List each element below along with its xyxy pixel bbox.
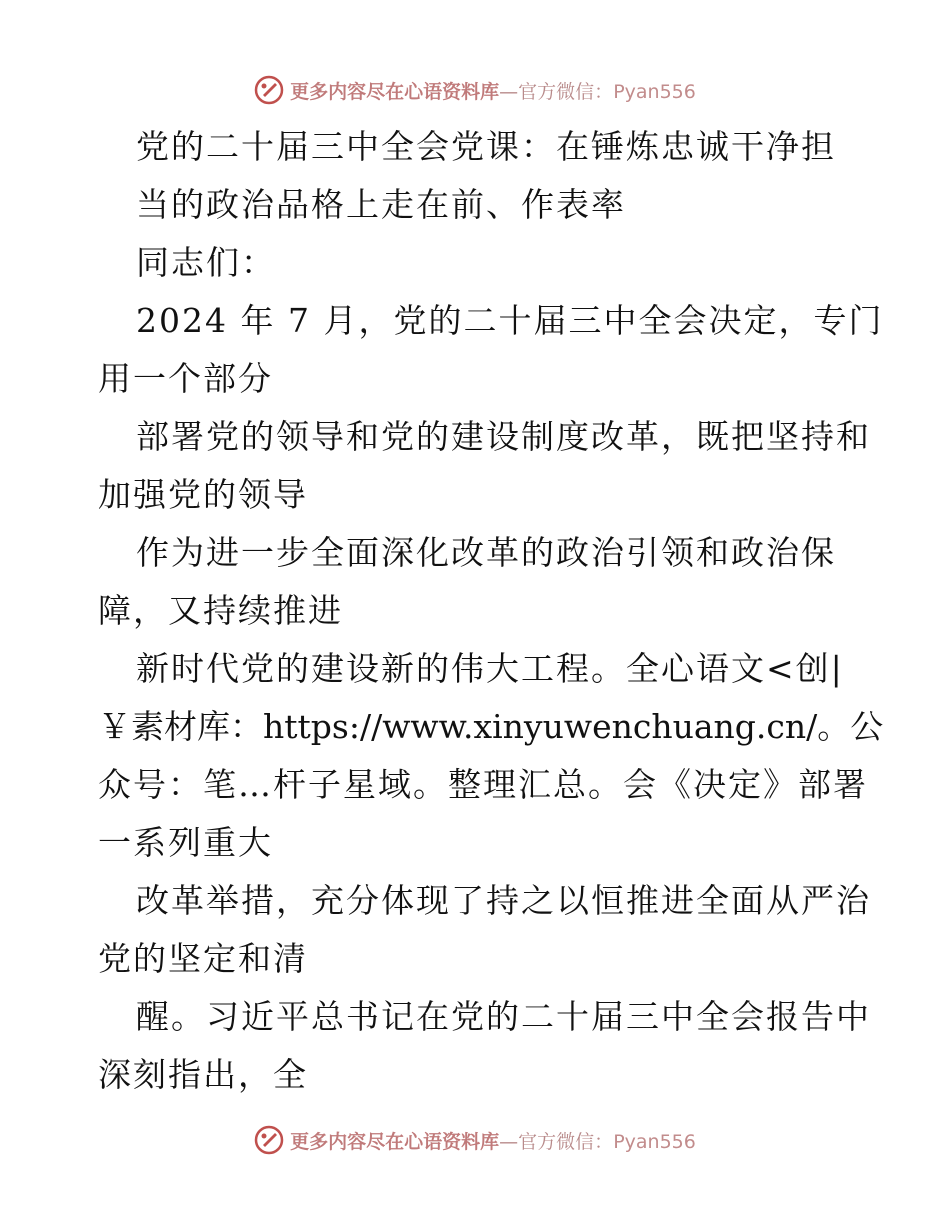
text-line: 醒。习近平总书记在党的二十届三中全会报告中 bbox=[136, 997, 871, 1036]
document-body bbox=[98, 118, 884, 1104]
text-line: 一系列重大 bbox=[98, 823, 273, 862]
text-line: 党的二十届三中全会党课：在锤炼忠诚干净担 bbox=[136, 127, 836, 166]
watermark-text bbox=[290, 77, 696, 104]
text-line: 用一个部分 bbox=[98, 359, 273, 398]
brand-logo-icon bbox=[254, 1125, 284, 1155]
watermark-brand: 更多内容尽在心语资料库 bbox=[290, 1130, 500, 1153]
text-line: 当的政治品格上走在前、作表率 bbox=[136, 185, 626, 224]
text-line: 2024 年 7 月，党的二十届三中全会决定，专门 bbox=[136, 301, 884, 340]
text-line: 党的坚定和清 bbox=[98, 939, 308, 978]
watermark-contact: 官方微信： bbox=[518, 1130, 614, 1153]
watermark-handle: Pyan556 bbox=[613, 80, 696, 103]
text-line: 部署党的领导和党的建设制度改革，既把坚持和 bbox=[136, 417, 871, 456]
text-line: 同志们： bbox=[136, 243, 276, 282]
text-line: 众号：笔…杆子星域。整理汇总。会《决定》部署 bbox=[98, 765, 868, 804]
footer-watermark bbox=[0, 1120, 950, 1160]
header-watermark bbox=[0, 70, 950, 110]
watermark-handle: Pyan556 bbox=[613, 1130, 696, 1153]
text-line: ￥素材库：https://www.xinyuwenchuang.cn/。公 bbox=[98, 707, 884, 746]
brand-logo-icon bbox=[254, 75, 284, 105]
text-line: 作为进一步全面深化改革的政治引领和政治保 bbox=[136, 533, 836, 572]
text-line: 加强党的领导 bbox=[98, 475, 308, 514]
watermark-text bbox=[290, 1127, 696, 1154]
watermark-contact: 官方微信： bbox=[518, 80, 614, 103]
text-line: 深刻指出，全 bbox=[98, 1055, 308, 1094]
text-line: 障，又持续推进 bbox=[98, 591, 343, 630]
text-line: 改革举措，充分体现了持之以恒推进全面从严治 bbox=[136, 881, 871, 920]
text-line: 新时代党的建设新的伟大工程。全心语文<创| bbox=[136, 649, 844, 688]
watermark-dash: — bbox=[499, 1130, 519, 1153]
watermark-brand: 更多内容尽在心语资料库 bbox=[290, 80, 500, 103]
watermark-dash: — bbox=[499, 80, 519, 103]
